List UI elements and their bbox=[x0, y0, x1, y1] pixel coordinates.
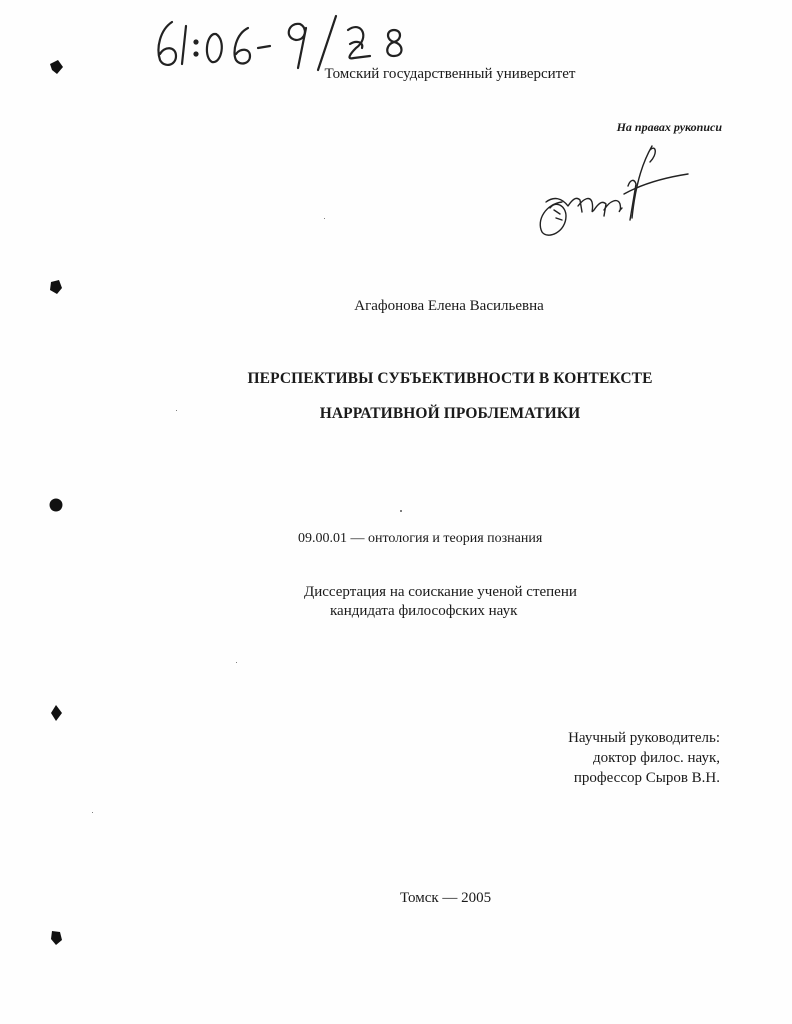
specialty-code: 09.00.01 — онтология и теория познания bbox=[298, 531, 543, 546]
punch-hole-mark bbox=[48, 58, 64, 76]
author-signature bbox=[532, 140, 692, 240]
manuscript-rights-note: На правах рукописи bbox=[616, 120, 722, 134]
university-name: Томский государственный университет bbox=[324, 66, 576, 82]
dissertation-title-line-1: ПЕРСПЕКТИВЫ СУБЪЕКТИВНОСТИ В КОНТЕКСТЕ bbox=[247, 370, 653, 387]
punch-hole-mark bbox=[48, 278, 64, 296]
scientific-advisor-block bbox=[568, 728, 720, 788]
degree-statement-line-1: Диссертация на соискание ученой степени bbox=[304, 584, 577, 600]
dissertation-title-line-2: НАРРАТИВНОЙ ПРОБЛЕМАТИКИ bbox=[319, 405, 581, 422]
scan-speck bbox=[324, 218, 325, 219]
scan-speck bbox=[92, 812, 93, 813]
advisor-label: Научный руководитель: bbox=[568, 730, 720, 746]
city-and-year: Томск — 2005 bbox=[400, 890, 492, 906]
punch-hole-mark bbox=[48, 704, 64, 722]
handwritten-archive-number bbox=[150, 8, 420, 72]
scan-speck bbox=[400, 510, 402, 512]
punch-hole-mark bbox=[48, 928, 64, 946]
degree-statement-line-2: кандидата философских наук bbox=[330, 603, 518, 619]
punch-hole-mark bbox=[48, 496, 64, 514]
author-name: Агафонова Елена Васильевна bbox=[354, 298, 544, 314]
scan-speck bbox=[236, 662, 237, 663]
advisor-degree: доктор филос. наук, bbox=[592, 750, 720, 766]
scan-speck bbox=[176, 410, 177, 411]
advisor-name: профессор Сыров В.Н. bbox=[573, 770, 720, 786]
